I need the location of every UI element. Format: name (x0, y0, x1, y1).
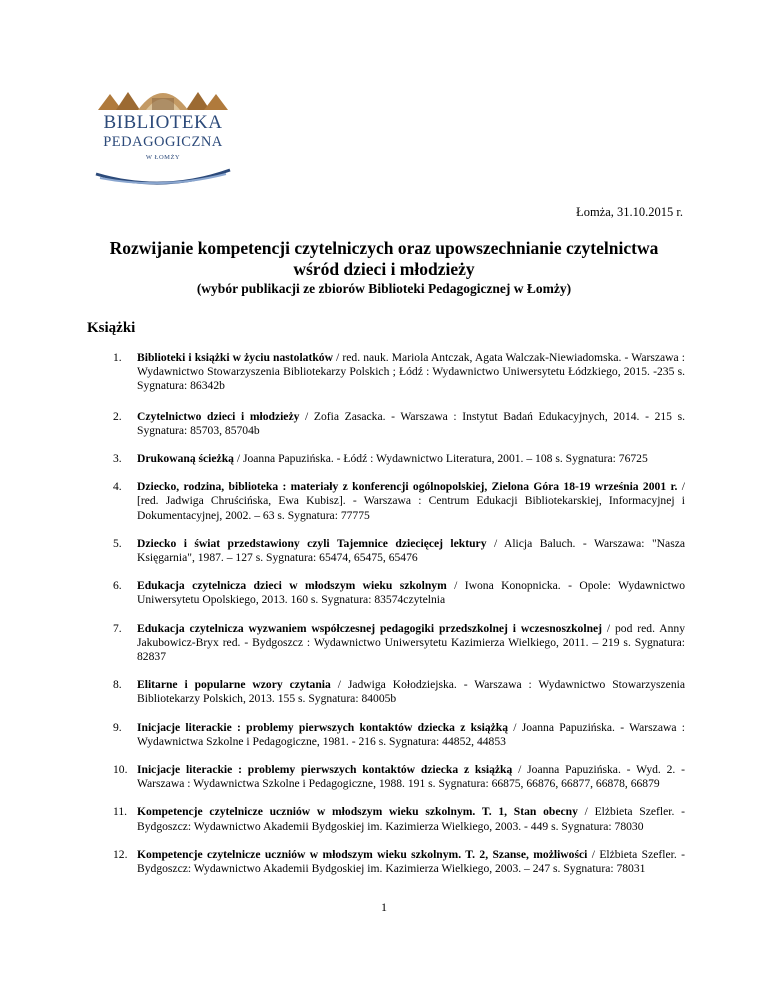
item-details: / red. nauk. Mariola Antczak, Agata Walczak-Niewiadomska. - Warszawa : Wydawnictwo Stowarzyszenia Bibliotekarzy Polskich ; Łódź : Wydawnictwo Uniwersytetu Łódzkiego, 2015. -235 s. Sygnatura: 86342b (137, 351, 685, 393)
bibliography-item (0, 678, 768, 706)
item-title: Kompetencje czytelnicze uczniów w młodszym wieku szkolnym. T. 2, Szanse, możliwości (137, 847, 588, 861)
item-number: 7. (113, 621, 122, 635)
item-details: / Joanna Papuzińska. - Łódź : Wydawnictwo Literatura, 2001. – 108 s. Sygnatura: 76725 (233, 452, 648, 466)
document-title: Rozwijanie kompetencji czytelniczych oraz upowszechnianie czytelnictwa wśród dzieci i młodzieży (109, 238, 659, 279)
item-title: Dziecko, rodzina, biblioteka : materiały z konferencji ogólnopolskiej, Zielona Góra 18-19 września 2001 r. (137, 480, 678, 494)
item-details: / pod red. Anny Jakubowicz-Bryx red. - Bydgoszcz : Wydawnictwo Uniwersytetu Kazimierza Wielkiego, 2011. – 219 s. Sygnatura: 82837 (137, 621, 685, 664)
item-title: Biblioteki i książki w życiu nastolatków (137, 351, 333, 364)
library-logo (88, 66, 238, 194)
item-title: Inicjacje literackie : problemy pierwszych kontaktów dziecka z książką (137, 763, 513, 777)
bibliography-item (0, 351, 768, 394)
item-details: / Joanna Papuzińska. - Warszawa : Wydawnictwa Szkolne i Pedagogiczne, 1981. - 216 s. Sygnatura: 44852, 44853 (137, 720, 685, 748)
bibliography-item (0, 537, 768, 565)
bibliography-item (0, 410, 768, 438)
item-details: / Jadwiga Kołodziejska. - Warszawa : Wydawnictwo Stowarzyszenia Bibliotekarzy Polskich, 2013. 155 s. Sygnatura: 84005b (137, 678, 685, 706)
item-number: 6. (113, 579, 122, 593)
section-heading: Książki (87, 320, 136, 336)
item-details: / Elżbieta Szefler. - Bydgoszcz: Wydawnictwo Akademii Bydgoskiej im. Kazimierza Wielkiego, 2003. – 247 s. Sygnatura: 78031 (137, 847, 685, 876)
logo-line-3: W ŁOMŻY (145, 154, 181, 161)
item-title: Inicjacje literackie : problemy pierwszych kontaktów dziecka z książką (137, 720, 509, 734)
item-title: Kompetencje czytelnicze uczniów w młodszym wieku szkolnym. T. 1, Stan obecny (137, 805, 578, 819)
item-details: / Elżbieta Szefler. - Bydgoszcz: Wydawnictwo Akademii Bydgoskiej im. Kazimierza Wielkiego, 2003. - 449 s. Sygnatura: 78030 (137, 805, 685, 833)
logo-line-1: BIBLIOTEKA (103, 112, 223, 133)
page-number: 1 (381, 900, 387, 914)
item-title: Elitarne i popularne wzory czytania (137, 678, 331, 692)
document-subtitle: (wybór publikacji ze zbiorów Biblioteki Pedagogicznej w Łomży) (196, 281, 572, 296)
item-number: 9. (113, 720, 122, 734)
item-number: 4. (113, 480, 122, 494)
item-title: Drukowaną ścieżką (137, 452, 234, 466)
item-title: Czytelnictwo dzieci i młodzieży (137, 409, 300, 423)
item-details: / Alicja Baluch. - Warszawa: "Nasza Księgarnia", 1987. – 127 s. Sygnatura: 65474, 65475, 65476 (137, 536, 686, 565)
item-title: Edukacja czytelnicza dzieci w młodszym wieku szkolnym (137, 579, 447, 593)
bibliography-item (0, 579, 768, 607)
item-details: / Joanna Papuzińska. - Wyd. 2. - Warszawa : Wydawnictwa Szkolne i Pedagogiczne, 1988. 191 s. Sygnatura: 66875, 66876, 66877, 66878, 66879 (137, 763, 685, 791)
item-number: 12. (113, 847, 128, 861)
bibliography-item (0, 721, 768, 749)
bibliography-item (0, 622, 768, 665)
item-number: 3. (113, 452, 122, 466)
bibliography-item (0, 848, 768, 876)
item-details: / Zofia Zasacka. - Warszawa : Instytut Badań Edukacyjnych, 2014. - 215 s. Sygnatura: 85703, 85704b (137, 409, 685, 437)
item-number: 1. (113, 351, 122, 364)
bibliography-item (0, 480, 768, 523)
logo-line-2: PEDAGOGICZNA (103, 134, 223, 150)
item-details: / Iwona Konopnicka. - Opole: Wydawnictwo Uniwersytetu Opolskiego, 2013. 160 s. Sygnatura: 83574czytelnia (137, 579, 685, 607)
bibliography-item (0, 763, 768, 791)
item-number: 10. (113, 763, 128, 777)
item-title: Edukacja czytelnicza wyzwaniem współczesnej pedagogiki przedszkolnej i wczesnoszkolnej (137, 621, 603, 635)
item-title: Dziecko i świat przedstawiony czyli Tajemnice dziecięcej lektury (137, 536, 487, 550)
item-number: 8. (113, 678, 122, 692)
item-number: 2. (113, 409, 122, 423)
item-details: / [red. Jadwiga Chruścińska, Ewa Kubisz]. - Warszawa : Centrum Edukacji Bibliotekarskiej, Informacyjnej i Dokumentacyjnej, 2002. – 63 s. Sygnatura: 77775 (137, 480, 685, 522)
bibliography-list (0, 351, 768, 876)
document-date: Łomża, 31.10.2015 r. (576, 205, 683, 219)
bibliography-item (0, 805, 768, 833)
item-number: 5. (113, 536, 122, 550)
bibliography-item (0, 452, 768, 466)
item-number: 11. (113, 805, 128, 819)
